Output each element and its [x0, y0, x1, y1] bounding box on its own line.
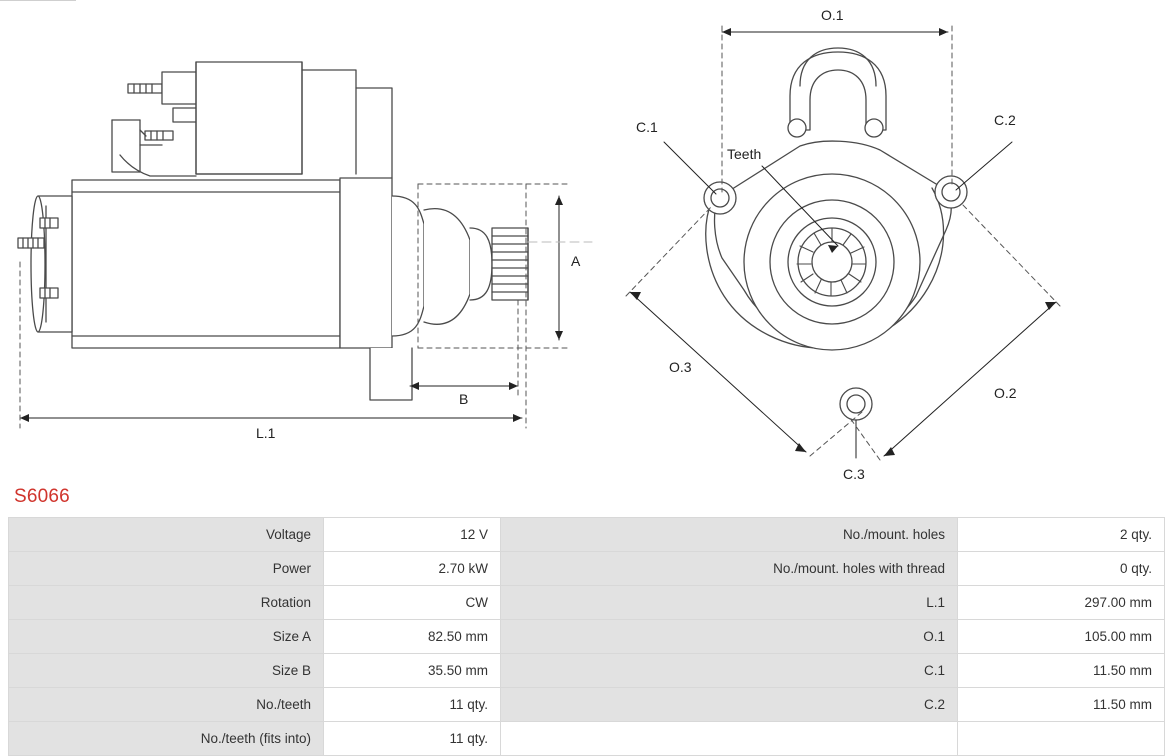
- motor-housing: [31, 180, 340, 348]
- spec-value: 2 qty.: [958, 518, 1165, 552]
- label-o3: O.3: [669, 359, 692, 375]
- table-row: [9, 688, 1165, 722]
- part-number: S6066: [14, 486, 70, 507]
- label-c2: C.2: [994, 112, 1016, 128]
- table-row: [9, 518, 1165, 552]
- dimension-o1: [722, 28, 948, 36]
- spec-value: 11.50 mm: [958, 688, 1165, 722]
- label-c3: C.3: [843, 466, 865, 482]
- spec-value: 0 qty.: [958, 552, 1165, 586]
- spec-value: 105.00 mm: [958, 620, 1165, 654]
- spec-label: No./mount. holes with thread: [501, 552, 958, 586]
- spec-label: No./teeth: [9, 688, 324, 722]
- spec-label: Size A: [9, 620, 324, 654]
- table-row: [9, 654, 1165, 688]
- spec-label: Voltage: [9, 518, 324, 552]
- spec-value: CW: [324, 586, 501, 620]
- specifications-table: [8, 517, 1152, 756]
- spec-label: No./mount. holes: [501, 518, 958, 552]
- pinion-gear: [492, 228, 528, 300]
- dimension-l1: [20, 414, 522, 422]
- label-c1: C.1: [636, 119, 658, 135]
- dimension-b: [410, 382, 518, 390]
- spec-label: Rotation: [9, 586, 324, 620]
- spec-label: O.1: [501, 620, 958, 654]
- table-row: [9, 620, 1165, 654]
- drive-end-housing: [340, 178, 492, 400]
- spec-value: 11 qty.: [324, 688, 501, 722]
- spec-label: Size B: [9, 654, 324, 688]
- table-row: [9, 586, 1165, 620]
- label-o1: O.1: [821, 7, 844, 23]
- spec-value: 11 qty.: [324, 722, 501, 756]
- solenoid-body: [112, 62, 392, 178]
- spec-label: No./teeth (fits into): [9, 722, 324, 756]
- spec-label: Power: [9, 552, 324, 586]
- label-size-b: B: [459, 391, 469, 407]
- spec-value: 2.70 kW: [324, 552, 501, 586]
- spec-value: 11.50 mm: [958, 654, 1165, 688]
- spec-label: C.2: [501, 688, 958, 722]
- label-o2: O.2: [994, 385, 1017, 401]
- dimension-a: [555, 196, 563, 340]
- label-length-l1: L.1: [256, 425, 276, 441]
- dimension-o2: [884, 302, 1056, 456]
- spec-value: 297.00 mm: [958, 586, 1165, 620]
- label-size-a: A: [571, 253, 581, 269]
- label-teeth: Teeth: [727, 146, 762, 162]
- table-row: [9, 722, 1165, 756]
- front-flange-view: [704, 48, 967, 420]
- table-row: [9, 552, 1165, 586]
- spec-empty-cell: [501, 722, 958, 756]
- spec-value: 12 V: [324, 518, 501, 552]
- spec-value: 35.50 mm: [324, 654, 501, 688]
- spec-value: 82.50 mm: [324, 620, 501, 654]
- spec-label: L.1: [501, 586, 958, 620]
- spec-label: C.1: [501, 654, 958, 688]
- spec-empty-cell: [958, 722, 1165, 756]
